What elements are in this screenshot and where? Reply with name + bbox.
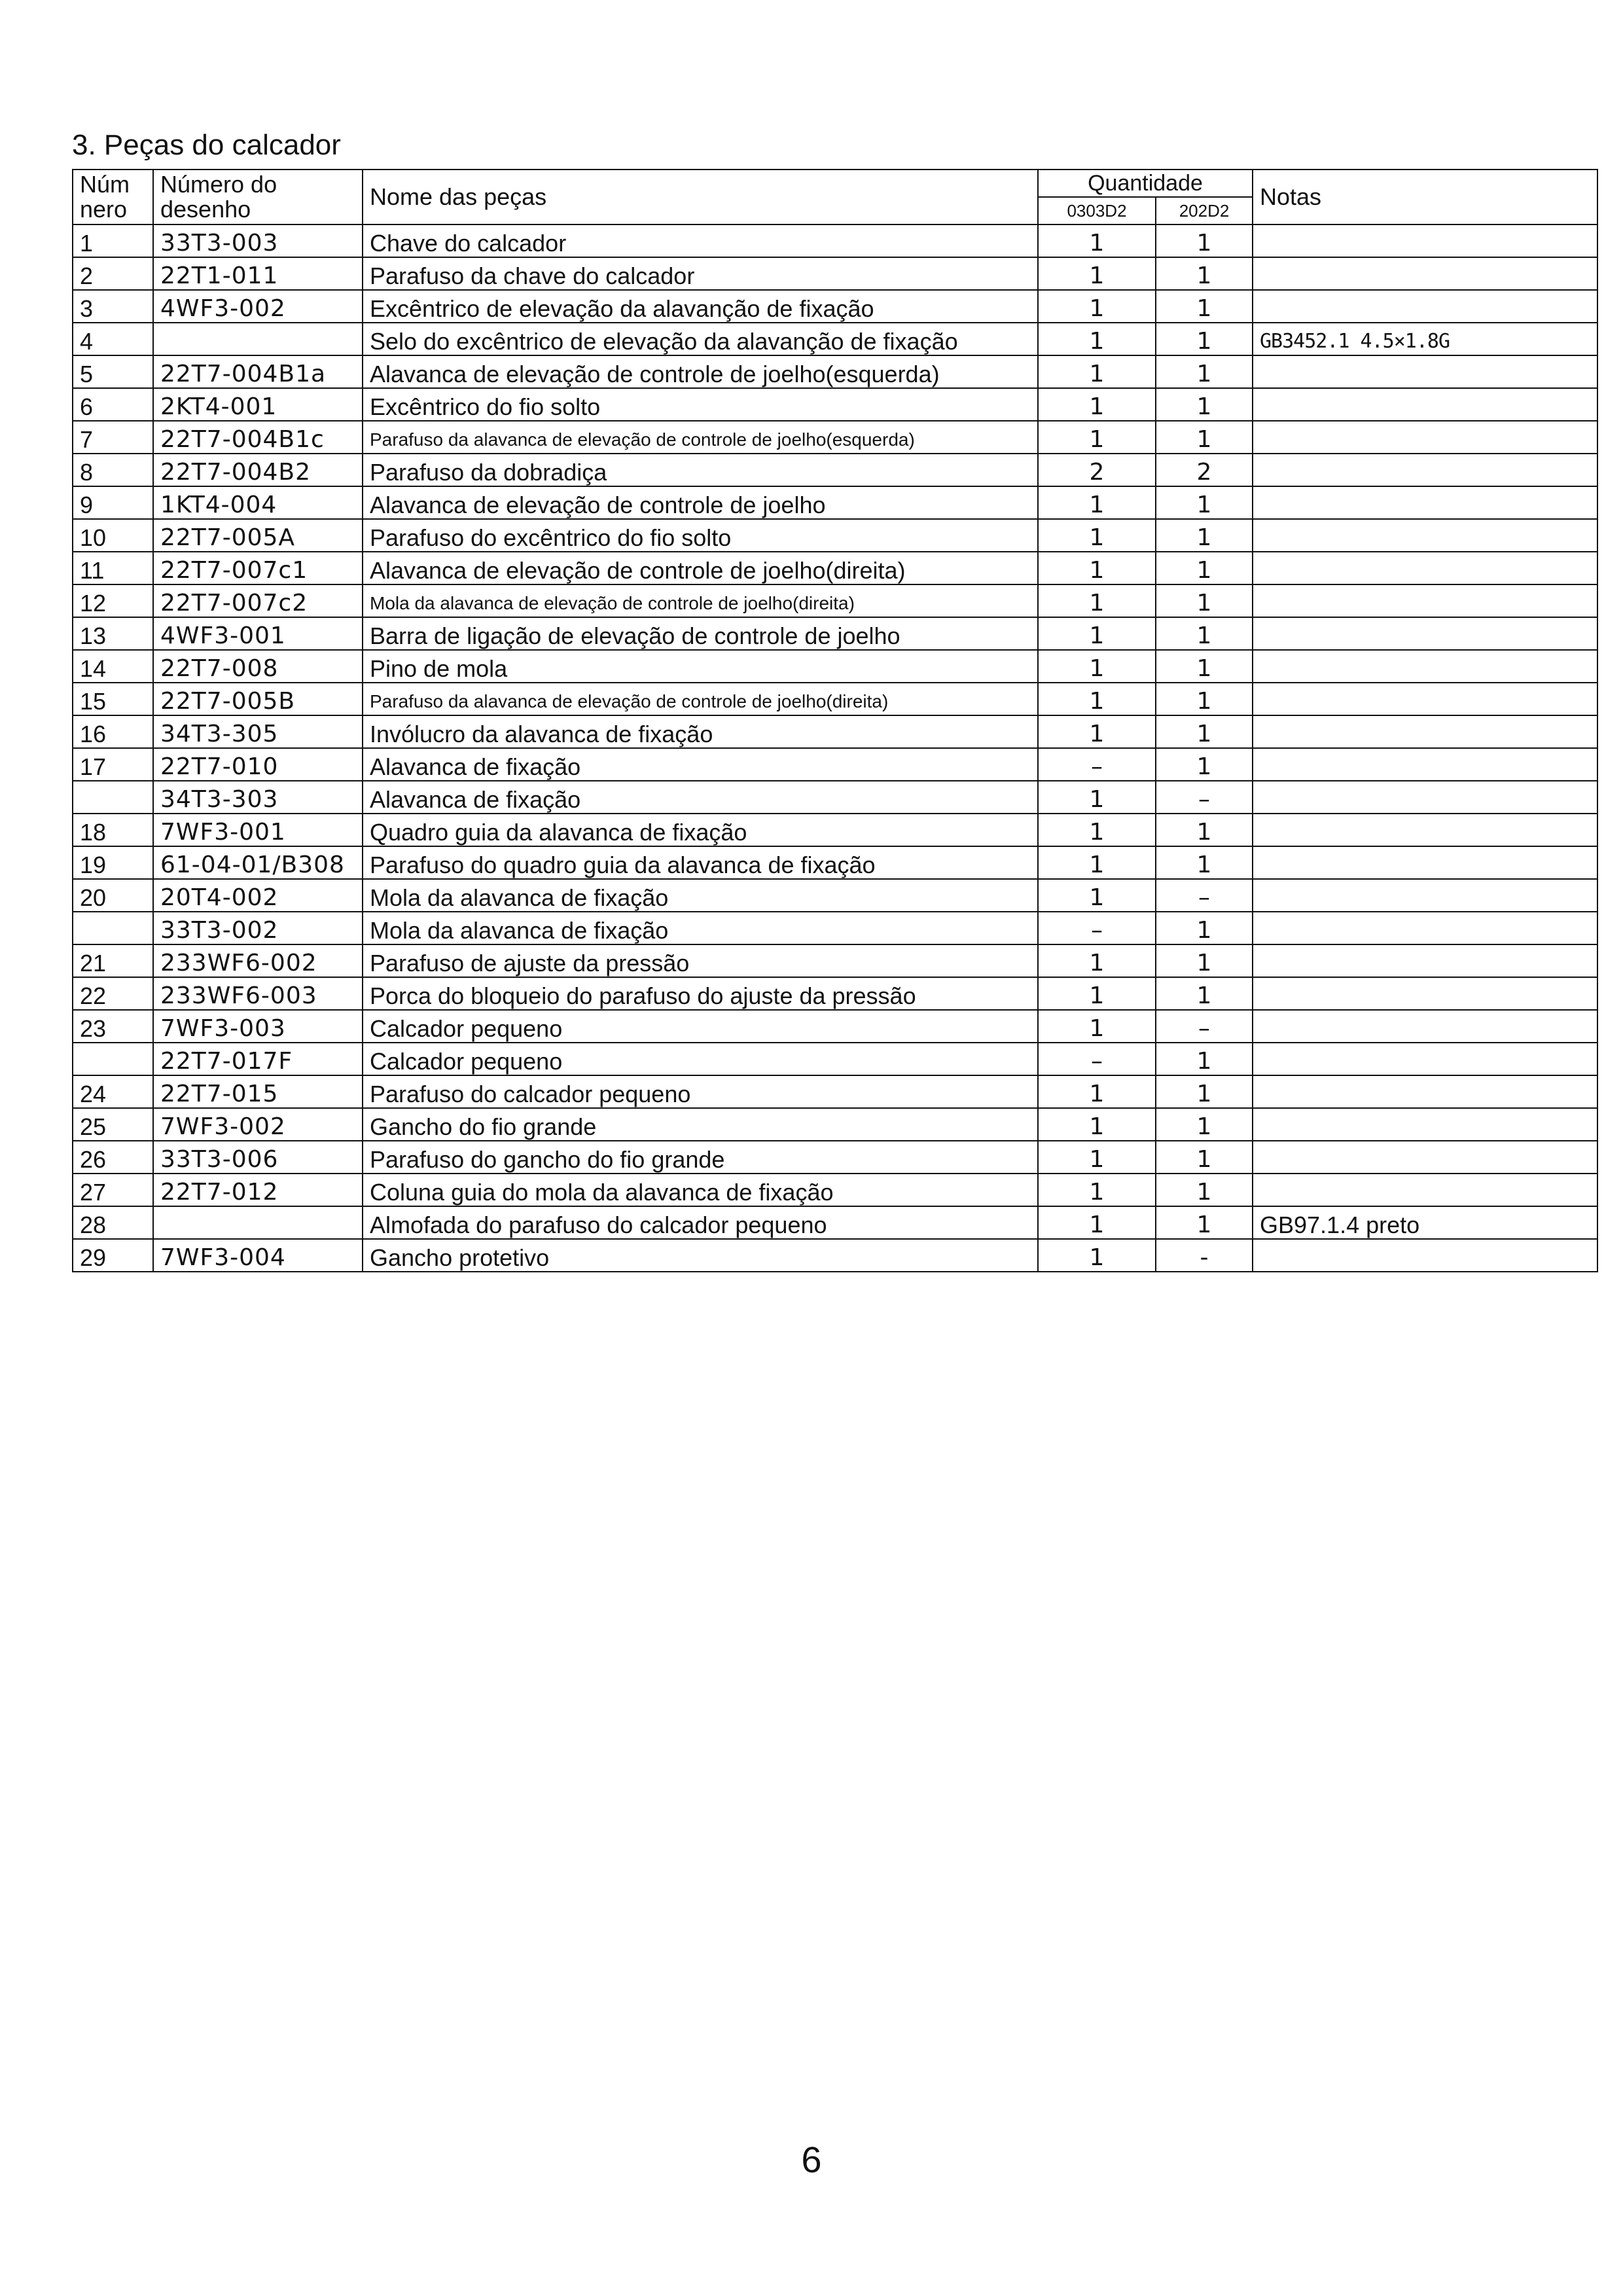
notes-cell: GB97.1.4 preto xyxy=(1253,1206,1597,1239)
drawing-number-cell: 2KT4-001 xyxy=(153,388,363,421)
notes-cell xyxy=(1253,1174,1597,1206)
table-row xyxy=(73,290,1597,323)
notes-cell: GB3452.1 4.5×1.8G xyxy=(1253,323,1597,355)
part-name-cell: Excêntrico de elevação da alavanção de fixação xyxy=(363,290,1038,323)
quantity-202d2-cell: 1 xyxy=(1156,814,1253,846)
drawing-number-cell: 22T7-005B xyxy=(153,683,363,715)
quantity-0303d2-cell: 1 xyxy=(1038,1174,1156,1206)
table-row xyxy=(73,1010,1597,1043)
row-number-cell: 5 xyxy=(73,355,153,388)
drawing-number-cell: 233WF6-003 xyxy=(153,977,363,1010)
quantity-0303d2-cell: 1 xyxy=(1038,715,1156,748)
quantity-202d2-cell: 1 xyxy=(1156,323,1253,355)
part-name-cell: Excêntrico do fio solto xyxy=(363,388,1038,421)
part-name-cell: Porca do bloqueio do parafuso do ajuste da pressão xyxy=(363,977,1038,1010)
quantity-202d2-cell: 1 xyxy=(1156,1043,1253,1075)
quantity-0303d2-cell: 1 xyxy=(1038,355,1156,388)
quantity-202d2-cell: 1 xyxy=(1156,421,1253,454)
quantity-0303d2-cell: 1 xyxy=(1038,1010,1156,1043)
table-row xyxy=(73,1141,1597,1174)
notes-cell xyxy=(1253,748,1597,781)
table-row xyxy=(73,552,1597,584)
notes-cell xyxy=(1253,912,1597,944)
row-number-cell: 1 xyxy=(73,224,153,257)
row-number-cell: 22 xyxy=(73,977,153,1010)
table-row xyxy=(73,355,1597,388)
table-row xyxy=(73,748,1597,781)
part-name-cell: Parafuso do calcador pequeno xyxy=(363,1075,1038,1108)
part-name-cell: Invólucro da alavanca de fixação xyxy=(363,715,1038,748)
table-row xyxy=(73,486,1597,519)
quantity-202d2-cell: 1 xyxy=(1156,290,1253,323)
part-name-cell: Alavanca de elevação de controle de joelho xyxy=(363,486,1038,519)
drawing-number-cell: 22T7-012 xyxy=(153,1174,363,1206)
quantity-202d2-cell: 1 xyxy=(1156,355,1253,388)
table-row xyxy=(73,257,1597,290)
quantity-0303d2-cell: – xyxy=(1038,1043,1156,1075)
notes-cell xyxy=(1253,1043,1597,1075)
drawing-number-cell: 7WF3-002 xyxy=(153,1108,363,1141)
quantity-0303d2-cell: 1 xyxy=(1038,683,1156,715)
notes-cell xyxy=(1253,879,1597,912)
table-row xyxy=(73,1043,1597,1075)
drawing-number-cell: 22T7-015 xyxy=(153,1075,363,1108)
parts-table xyxy=(72,169,1598,1272)
quantity-202d2-cell: 1 xyxy=(1156,683,1253,715)
row-number-cell: 8 xyxy=(73,454,153,486)
quantity-0303d2-cell: 1 xyxy=(1038,650,1156,683)
quantity-202d2-cell: 1 xyxy=(1156,1174,1253,1206)
quantity-0303d2-cell: 1 xyxy=(1038,1075,1156,1108)
part-name-cell: Pino de mola xyxy=(363,650,1038,683)
header-quantity: Quantidade xyxy=(1038,170,1253,197)
notes-cell xyxy=(1253,224,1597,257)
part-name-cell: Parafuso da alavanca de elevação de controle de joelho(direita) xyxy=(363,683,1038,715)
quantity-202d2-cell: 1 xyxy=(1156,715,1253,748)
drawing-number-cell xyxy=(153,1206,363,1239)
part-name-cell: Parafuso do quadro guia da alavanca de fixação xyxy=(363,846,1038,879)
table-row xyxy=(73,1174,1597,1206)
part-name-cell: Mola da alavanca de elevação de controle de joelho(direita) xyxy=(363,584,1038,617)
table-row xyxy=(73,715,1597,748)
quantity-0303d2-cell: 1 xyxy=(1038,846,1156,879)
quantity-0303d2-cell: 1 xyxy=(1038,944,1156,977)
quantity-0303d2-cell: 1 xyxy=(1038,1239,1156,1272)
part-name-cell: Parafuso do excêntrico do fio solto xyxy=(363,519,1038,552)
drawing-number-cell: 7WF3-001 xyxy=(153,814,363,846)
drawing-number-cell: 22T7-017F xyxy=(153,1043,363,1075)
notes-cell xyxy=(1253,519,1597,552)
quantity-0303d2-cell: 1 xyxy=(1038,584,1156,617)
quantity-202d2-cell: 1 xyxy=(1156,486,1253,519)
quantity-202d2-cell: 1 xyxy=(1156,388,1253,421)
notes-cell xyxy=(1253,1108,1597,1141)
row-number-cell: 10 xyxy=(73,519,153,552)
quantity-202d2-cell: 1 xyxy=(1156,257,1253,290)
quantity-0303d2-cell: 1 xyxy=(1038,1108,1156,1141)
table-row xyxy=(73,1075,1597,1108)
row-number-cell: 3 xyxy=(73,290,153,323)
drawing-number-cell: 7WF3-003 xyxy=(153,1010,363,1043)
part-name-cell: Calcador pequeno xyxy=(363,1010,1038,1043)
quantity-0303d2-cell: 1 xyxy=(1038,421,1156,454)
part-name-cell: Parafuso do gancho do fio grande xyxy=(363,1141,1038,1174)
notes-cell xyxy=(1253,715,1597,748)
row-number-cell: 6 xyxy=(73,388,153,421)
drawing-number-cell: 4WF3-001 xyxy=(153,617,363,650)
quantity-0303d2-cell: 1 xyxy=(1038,552,1156,584)
notes-cell xyxy=(1253,454,1597,486)
drawing-number-cell: 20T4-002 xyxy=(153,879,363,912)
quantity-0303d2-cell: 1 xyxy=(1038,617,1156,650)
parts-table-body xyxy=(73,224,1597,1272)
drawing-number-cell: 22T7-004B2 xyxy=(153,454,363,486)
table-row xyxy=(73,388,1597,421)
drawing-number-cell: 22T7-004B1c xyxy=(153,421,363,454)
row-number-cell: 19 xyxy=(73,846,153,879)
row-number-cell: 12 xyxy=(73,584,153,617)
part-name-cell: Almofada do parafuso do calcador pequeno xyxy=(363,1206,1038,1239)
part-name-cell: Gancho protetivo xyxy=(363,1239,1038,1272)
notes-cell xyxy=(1253,355,1597,388)
quantity-202d2-cell: 1 xyxy=(1156,584,1253,617)
notes-cell xyxy=(1253,650,1597,683)
drawing-number-cell xyxy=(153,323,363,355)
part-name-cell: Calcador pequeno xyxy=(363,1043,1038,1075)
row-number-cell: 21 xyxy=(73,944,153,977)
table-row xyxy=(73,1108,1597,1141)
row-number-cell: 26 xyxy=(73,1141,153,1174)
quantity-0303d2-cell: – xyxy=(1038,748,1156,781)
quantity-202d2-cell: 1 xyxy=(1156,552,1253,584)
notes-cell xyxy=(1253,1010,1597,1043)
table-row xyxy=(73,650,1597,683)
quantity-202d2-cell: 1 xyxy=(1156,1075,1253,1108)
drawing-number-cell: 1KT4-004 xyxy=(153,486,363,519)
part-name-cell: Alavanca de elevação de controle de joelho(direita) xyxy=(363,552,1038,584)
part-name-cell: Parafuso da chave do calcador xyxy=(363,257,1038,290)
drawing-number-cell: 22T7-005A xyxy=(153,519,363,552)
quantity-0303d2-cell: 1 xyxy=(1038,1141,1156,1174)
drawing-number-cell: 4WF3-002 xyxy=(153,290,363,323)
drawing-number-cell: 7WF3-004 xyxy=(153,1239,363,1272)
quantity-0303d2-cell: 1 xyxy=(1038,388,1156,421)
drawing-number-cell: 34T3-303 xyxy=(153,781,363,814)
header-name: Nome das peças xyxy=(363,170,1038,224)
table-row xyxy=(73,781,1597,814)
row-number-cell: 2 xyxy=(73,257,153,290)
drawing-number-cell: 33T3-002 xyxy=(153,912,363,944)
section-title: 3. Peças do calcador xyxy=(72,129,341,161)
quantity-202d2-cell: 1 xyxy=(1156,748,1253,781)
drawing-number-cell: 22T7-010 xyxy=(153,748,363,781)
quantity-202d2-cell: 1 xyxy=(1156,846,1253,879)
quantity-202d2-cell: – xyxy=(1156,1010,1253,1043)
notes-cell xyxy=(1253,388,1597,421)
row-number-cell: 20 xyxy=(73,879,153,912)
part-name-cell: Coluna guia do mola da alavanca de fixação xyxy=(363,1174,1038,1206)
row-number-cell: 24 xyxy=(73,1075,153,1108)
drawing-number-cell: 33T3-006 xyxy=(153,1141,363,1174)
table-row xyxy=(73,1239,1597,1272)
quantity-0303d2-cell: 1 xyxy=(1038,977,1156,1010)
header-num: Núm nero xyxy=(73,170,153,224)
part-name-cell: Alavanca de fixação xyxy=(363,748,1038,781)
notes-cell xyxy=(1253,814,1597,846)
quantity-202d2-cell: 2 xyxy=(1156,454,1253,486)
drawing-number-cell: 34T3-305 xyxy=(153,715,363,748)
row-number-cell: 18 xyxy=(73,814,153,846)
table-row xyxy=(73,879,1597,912)
part-name-cell: Alavanca de fixação xyxy=(363,781,1038,814)
table-row xyxy=(73,912,1597,944)
notes-cell xyxy=(1253,290,1597,323)
table-row xyxy=(73,944,1597,977)
quantity-202d2-cell: 1 xyxy=(1156,1141,1253,1174)
drawing-number-cell: 22T7-007c2 xyxy=(153,584,363,617)
notes-cell xyxy=(1253,1239,1597,1272)
notes-cell xyxy=(1253,1141,1597,1174)
header-drawing: Número do desenho xyxy=(153,170,363,224)
row-number-cell xyxy=(73,912,153,944)
quantity-202d2-cell: 1 xyxy=(1156,944,1253,977)
notes-cell xyxy=(1253,977,1597,1010)
quantity-202d2-cell: 1 xyxy=(1156,650,1253,683)
quantity-0303d2-cell: 1 xyxy=(1038,519,1156,552)
row-number-cell: 11 xyxy=(73,552,153,584)
table-row xyxy=(73,584,1597,617)
quantity-202d2-cell: 1 xyxy=(1156,617,1253,650)
notes-cell xyxy=(1253,617,1597,650)
row-number-cell: 17 xyxy=(73,748,153,781)
drawing-number-cell: 61-04-01/B308 xyxy=(153,846,363,879)
part-name-cell: Barra de ligação de elevação de controle de joelho xyxy=(363,617,1038,650)
notes-cell xyxy=(1253,257,1597,290)
part-name-cell: Mola da alavanca de fixação xyxy=(363,912,1038,944)
parts-table-header xyxy=(73,170,1597,224)
part-name-cell: Parafuso da alavanca de elevação de controle de joelho(esquerda) xyxy=(363,421,1038,454)
quantity-0303d2-cell: 1 xyxy=(1038,1206,1156,1239)
row-number-cell: 9 xyxy=(73,486,153,519)
row-number-cell: 23 xyxy=(73,1010,153,1043)
row-number-cell: 28 xyxy=(73,1206,153,1239)
row-number-cell xyxy=(73,781,153,814)
quantity-0303d2-cell: 1 xyxy=(1038,486,1156,519)
quantity-0303d2-cell: – xyxy=(1038,912,1156,944)
part-name-cell: Quadro guia da alavanca de fixação xyxy=(363,814,1038,846)
notes-cell xyxy=(1253,584,1597,617)
header-notes: Notas xyxy=(1253,170,1597,224)
quantity-0303d2-cell: 1 xyxy=(1038,879,1156,912)
quantity-202d2-cell: 1 xyxy=(1156,1206,1253,1239)
quantity-0303d2-cell: 1 xyxy=(1038,290,1156,323)
quantity-202d2-cell: 1 xyxy=(1156,977,1253,1010)
part-name-cell: Parafuso de ajuste da pressão xyxy=(363,944,1038,977)
row-number-cell: 27 xyxy=(73,1174,153,1206)
quantity-202d2-cell: 1 xyxy=(1156,1108,1253,1141)
part-name-cell: Mola da alavanca de fixação xyxy=(363,879,1038,912)
notes-cell xyxy=(1253,1075,1597,1108)
table-row xyxy=(73,323,1597,355)
row-number-cell: 29 xyxy=(73,1239,153,1272)
quantity-202d2-cell: 1 xyxy=(1156,519,1253,552)
quantity-202d2-cell: - xyxy=(1156,1239,1253,1272)
row-number-cell: 16 xyxy=(73,715,153,748)
table-row xyxy=(73,977,1597,1010)
quantity-0303d2-cell: 1 xyxy=(1038,814,1156,846)
drawing-number-cell: 33T3-003 xyxy=(153,224,363,257)
table-row xyxy=(73,683,1597,715)
table-row xyxy=(73,454,1597,486)
table-row xyxy=(73,617,1597,650)
drawing-number-cell: 22T1-011 xyxy=(153,257,363,290)
row-number-cell: 4 xyxy=(73,323,153,355)
notes-cell xyxy=(1253,846,1597,879)
table-row xyxy=(73,421,1597,454)
row-number-cell: 14 xyxy=(73,650,153,683)
quantity-0303d2-cell: 1 xyxy=(1038,257,1156,290)
quantity-0303d2-cell: 1 xyxy=(1038,224,1156,257)
notes-cell xyxy=(1253,421,1597,454)
row-number-cell xyxy=(73,1043,153,1075)
quantity-0303d2-cell: 1 xyxy=(1038,323,1156,355)
part-name-cell: Gancho do fio grande xyxy=(363,1108,1038,1141)
page-number: 6 xyxy=(801,2139,822,2180)
row-number-cell: 13 xyxy=(73,617,153,650)
quantity-202d2-cell: 1 xyxy=(1156,912,1253,944)
notes-cell xyxy=(1253,683,1597,715)
table-row xyxy=(73,1206,1597,1239)
notes-cell xyxy=(1253,781,1597,814)
row-number-cell: 7 xyxy=(73,421,153,454)
table-row xyxy=(73,846,1597,879)
drawing-number-cell: 22T7-008 xyxy=(153,650,363,683)
table-row xyxy=(73,224,1597,257)
part-name-cell: Chave do calcador xyxy=(363,224,1038,257)
part-name-cell: Selo do excêntrico de elevação da alavanção de fixação xyxy=(363,323,1038,355)
quantity-202d2-cell: 1 xyxy=(1156,224,1253,257)
drawing-number-cell: 22T7-007c1 xyxy=(153,552,363,584)
table-row xyxy=(73,519,1597,552)
part-name-cell: Alavanca de elevação de controle de joelho(esquerda) xyxy=(363,355,1038,388)
quantity-202d2-cell: – xyxy=(1156,879,1253,912)
table-row xyxy=(73,814,1597,846)
row-number-cell: 15 xyxy=(73,683,153,715)
quantity-0303d2-cell: 2 xyxy=(1038,454,1156,486)
row-number-cell: 25 xyxy=(73,1108,153,1141)
drawing-number-cell: 22T7-004B1a xyxy=(153,355,363,388)
notes-cell xyxy=(1253,944,1597,977)
drawing-number-cell: 233WF6-002 xyxy=(153,944,363,977)
part-name-cell: Parafuso da dobradiça xyxy=(363,454,1038,486)
header-model-a: 0303D2 xyxy=(1038,197,1156,224)
quantity-202d2-cell: – xyxy=(1156,781,1253,814)
notes-cell xyxy=(1253,552,1597,584)
header-model-b: 202D2 xyxy=(1156,197,1253,224)
notes-cell xyxy=(1253,486,1597,519)
quantity-0303d2-cell: 1 xyxy=(1038,781,1156,814)
